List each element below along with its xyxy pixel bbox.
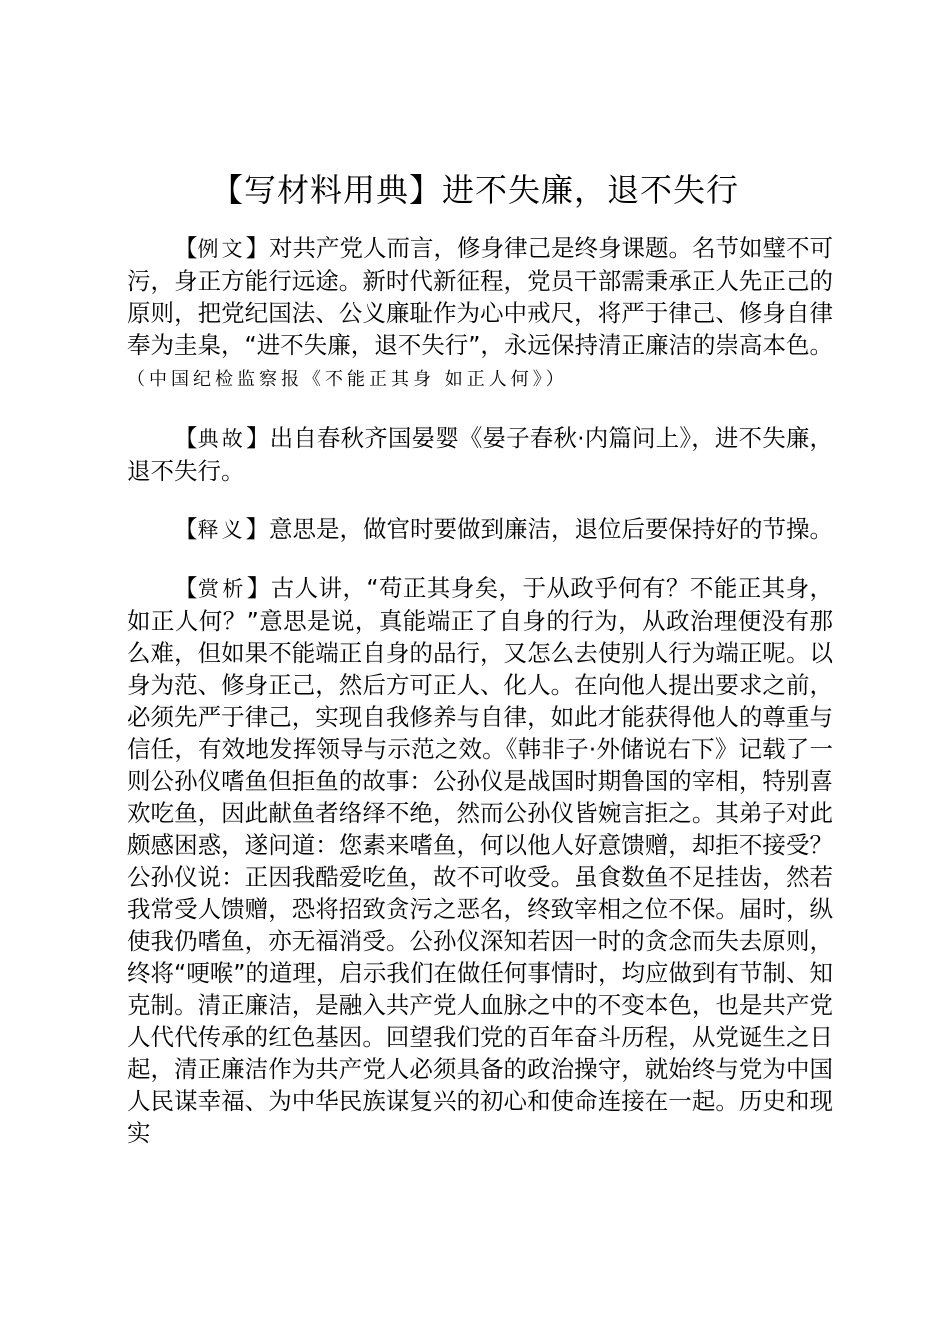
paragraph-label: 【例文】 <box>174 234 269 262</box>
paragraph-meaning <box>127 513 833 546</box>
label-allusion: 典故 <box>197 427 246 451</box>
paragraph-text: 对共产党人而言，修身律己是终身课题。名节如璧不可污，身正方能行远途。新时代新征程，党员干部需秉承正人先正己的原则，把党纪国法、公义廉耻作为心中戒尺，将严于律己、修身自律奉为圭臬，“进不失廉，退不失行”，永远保持清正廉洁的崇高本色。 <box>127 234 833 359</box>
paragraph-appreciation <box>127 572 833 1149</box>
page-title: 【写材料用典】进不失廉，退不失行 <box>210 171 739 209</box>
source-citation: （中国纪检监察报《不能正其身 如正人何》） <box>127 369 568 390</box>
paragraph-example <box>127 232 833 396</box>
label-example: 例文 <box>197 237 246 261</box>
paragraph-allusion <box>127 422 833 487</box>
label-meaning: 释义 <box>197 518 246 542</box>
paragraph-label: 【赏析】 <box>174 574 271 602</box>
paragraph-text: 出自春秋齐国晏婴《晏子春秋·内篇问上》，进不失廉，退不失行。 <box>127 424 834 485</box>
paragraph-label: 【典故】 <box>174 424 270 452</box>
label-appreciation: 赏析 <box>197 577 247 601</box>
paragraph-text: 古人讲，“苟正其身矣，于从政乎何有？不能正其身，如正人何？”意思是说，真能端正了自身的行为，从政治理便没有那么难，但如果不能端正自身的品行，又怎么去使别人行为端正呢。以身为范、修身正己，然后方可正人、化人。在向他人提出要求之前，必须先严于律己，实现自我修养与自律，如此才能获得他人的尊重与信任，有效地发挥领导与示范之效。《韩非子·外储说右下》记载了一则公孙仪嗜鱼但拒鱼的故事：公孙仪是战国时期鲁国的宰相，特别喜欢吃鱼，因此献鱼者络绎不绝，然而公孙仪皆婉言拒之。其弟子对此颇感困惑，遂问道：您素来嗜鱼，何以他人好意馈赠，却拒不接受？公孙仪说：正因我酷爱吃鱼，故不可收受。虽食数鱼不足挂齿，然若我常受人馈赠，恐将招致贪污之恶名，终致宰相之位不保。届时，纵使我仍嗜鱼，亦无福消受。公孙仪深知若因一时的贪念而失去原则，终将“哽喉”的道理，启示我们在做任何事情时，均应做到有节制、知克制。清正廉洁，是融入共产党人血脉之中的不变本色，也是共产党人代代传承的红色基因。回望我们党的百年奋斗历程，从党诞生之日起，清正廉洁作为共产党人必须具备的政治操守，就始终与党为中国人民谋幸福、为中华民族谋复兴的初心和使命连接在一起。历史和现实 <box>127 574 833 1147</box>
paragraph-text: 意思是，做官时要做到廉洁，退位后要保持好的节操。 <box>269 515 833 543</box>
article-body <box>127 232 833 1149</box>
paragraph-label: 【释义】 <box>174 515 269 543</box>
